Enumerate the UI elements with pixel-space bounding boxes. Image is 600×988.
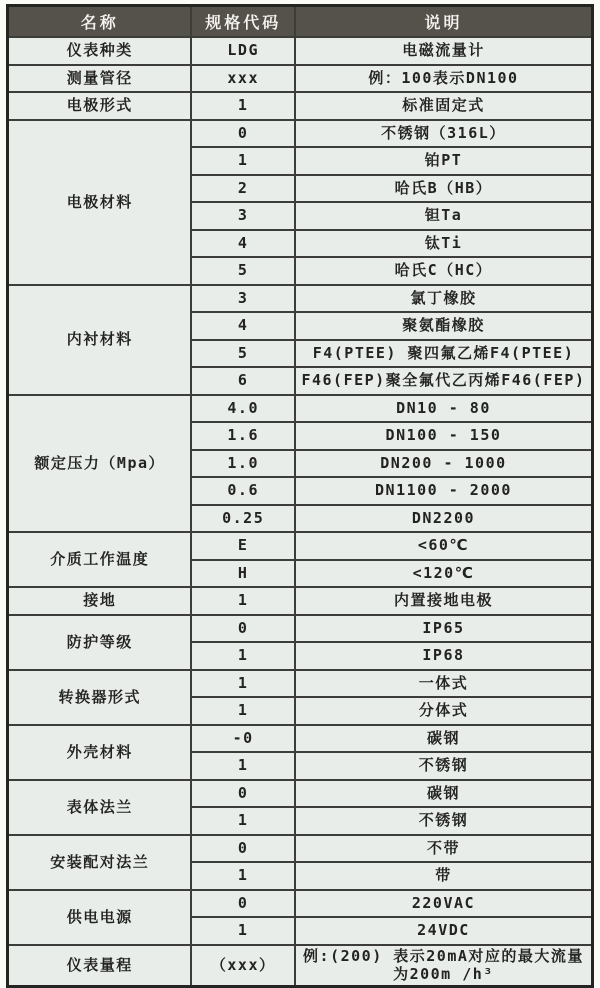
table-row	[8, 725, 593, 753]
row-group-name: 表体法兰	[8, 780, 192, 835]
spec-code-cell: 0	[191, 890, 295, 918]
row-group-name: 介质工作温度	[8, 532, 192, 587]
row-group-name: 仪表量程	[8, 945, 192, 987]
table-row	[8, 587, 593, 615]
description-cell: 不锈钢	[295, 807, 593, 835]
spec-code-cell: 2	[191, 175, 295, 203]
description-cell: 聚氨酯橡胶	[295, 312, 593, 340]
spec-code-cell: -0	[191, 725, 295, 753]
description-cell: IP65	[295, 615, 593, 643]
table-row	[8, 835, 593, 863]
table-body	[8, 37, 593, 987]
spec-code-cell: 0	[191, 120, 295, 148]
row-group-name: 额定压力（Mpa）	[8, 395, 192, 533]
table-row	[8, 395, 593, 423]
spec-code-cell: 4.0	[191, 395, 295, 423]
description-cell: DN100 - 150	[295, 422, 593, 450]
spec-code-cell: 1.0	[191, 450, 295, 478]
description-cell: 标准固定式	[295, 92, 593, 120]
description-cell: <120℃	[295, 560, 593, 588]
column-header-spec-code: 规格代码	[191, 6, 295, 38]
description-cell: 不锈钢	[295, 752, 593, 780]
row-group-name: 外壳材料	[8, 725, 192, 780]
description-cell: 碳钢	[295, 725, 593, 753]
description-cell: 铂PT	[295, 147, 593, 175]
description-cell: <60℃	[295, 532, 593, 560]
description-cell: F4(PTEE) 聚四氟乙烯F4(PTEE)	[295, 340, 593, 368]
description-cell: 带	[295, 862, 593, 890]
table-row	[8, 120, 593, 148]
table-row	[8, 780, 593, 808]
spec-code-cell: 4	[191, 230, 295, 258]
description-cell: 例:(200) 表示20mA对应的最大流量为200m /h³	[295, 945, 593, 987]
row-group-name: 接地	[8, 587, 192, 615]
description-cell: 钛Ti	[295, 230, 593, 258]
spec-code-cell: 5	[191, 340, 295, 368]
spec-code-cell: 1	[191, 147, 295, 175]
description-cell: 哈氏C（HC）	[295, 257, 593, 285]
spec-code-cell: 0.25	[191, 505, 295, 533]
description-cell: 不带	[295, 835, 593, 863]
table-header-row	[8, 6, 593, 38]
spec-code-cell: 1	[191, 92, 295, 120]
spec-code-cell: 0	[191, 780, 295, 808]
spec-code-cell: 1	[191, 917, 295, 945]
spec-code-cell: （xxx）	[191, 945, 295, 987]
spec-code-cell: 0	[191, 615, 295, 643]
row-group-name: 电极材料	[8, 120, 192, 285]
description-cell: 不锈钢（316L）	[295, 120, 593, 148]
spec-code-cell: 1	[191, 862, 295, 890]
table-row	[8, 37, 593, 65]
spec-code-cell: 0	[191, 835, 295, 863]
row-group-name: 防护等级	[8, 615, 192, 670]
spec-code-cell: xxx	[191, 65, 295, 93]
spec-code-cell: 1	[191, 670, 295, 698]
spec-code-cell: 1	[191, 697, 295, 725]
description-cell: 24VDC	[295, 917, 593, 945]
spec-code-cell: 1	[191, 807, 295, 835]
flowmeter-spec-table	[6, 4, 594, 988]
spec-code-cell: 1	[191, 642, 295, 670]
spec-code-cell: 1.6	[191, 422, 295, 450]
description-cell: 内置接地电极	[295, 587, 593, 615]
description-cell: DN200 - 1000	[295, 450, 593, 478]
spec-code-cell: H	[191, 560, 295, 588]
table-row	[8, 92, 593, 120]
description-cell: 哈氏B（HB）	[295, 175, 593, 203]
spec-code-cell: 4	[191, 312, 295, 340]
table-row	[8, 532, 593, 560]
spec-code-cell: 3	[191, 285, 295, 313]
table-row	[8, 945, 593, 987]
spec-code-cell: 5	[191, 257, 295, 285]
description-cell: DN10 - 80	[295, 395, 593, 423]
row-group-name: 内衬材料	[8, 285, 192, 395]
description-cell: DN2200	[295, 505, 593, 533]
table-row	[8, 285, 593, 313]
description-cell: 碳钢	[295, 780, 593, 808]
description-cell: 分体式	[295, 697, 593, 725]
row-group-name: 转换器形式	[8, 670, 192, 725]
spec-code-cell: 1	[191, 587, 295, 615]
description-cell: F46(FEP)聚全氟代乙丙烯F46(FEP)	[295, 367, 593, 395]
table-row	[8, 890, 593, 918]
description-cell: 钽Ta	[295, 202, 593, 230]
row-group-name: 安装配对法兰	[8, 835, 192, 890]
spec-code-cell: 6	[191, 367, 295, 395]
description-cell: 电磁流量计	[295, 37, 593, 65]
spec-code-cell: LDG	[191, 37, 295, 65]
column-header-description: 说明	[295, 6, 593, 38]
row-group-name: 测量管径	[8, 65, 192, 93]
description-cell: 例：100表示DN100	[295, 65, 593, 93]
spec-code-cell: 3	[191, 202, 295, 230]
row-group-name: 供电电源	[8, 890, 192, 945]
description-cell: IP68	[295, 642, 593, 670]
table-row	[8, 670, 593, 698]
description-cell: 氯丁橡胶	[295, 285, 593, 313]
spec-code-cell: 1	[191, 752, 295, 780]
spec-code-cell: E	[191, 532, 295, 560]
spec-code-cell: 0.6	[191, 477, 295, 505]
column-header-name: 名称	[8, 6, 192, 38]
row-group-name: 仪表种类	[8, 37, 192, 65]
row-group-name: 电极形式	[8, 92, 192, 120]
table-row	[8, 615, 593, 643]
description-cell: 一体式	[295, 670, 593, 698]
table-row	[8, 65, 593, 93]
description-cell: 220VAC	[295, 890, 593, 918]
description-cell: DN1100 - 2000	[295, 477, 593, 505]
